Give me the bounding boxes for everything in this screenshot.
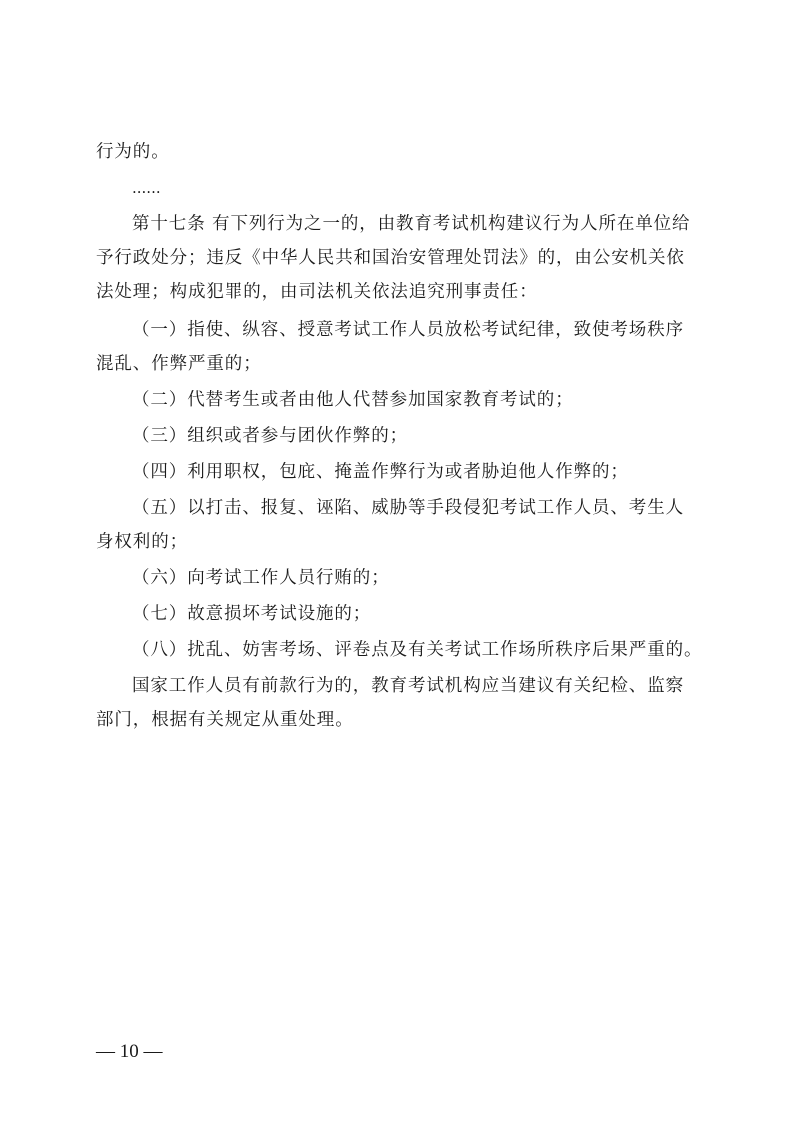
list-item-line: （七）故意损坏考试设施的；	[132, 604, 372, 624]
paragraph-line: 国家工作人员有前款行为的，教育考试机构应当建议有关纪检、监察	[132, 676, 684, 696]
list-item-line: （一）指使、纵容、授意考试工作人员放松考试纪律，致使考场秩序	[132, 320, 684, 340]
text-line: 身权利的；	[96, 532, 188, 552]
text-line: 部门，根据有关规定从重处理。	[96, 710, 354, 730]
text-line: 予行政处分；违反《中华人民共和国治安管理处罚法》的，由公安机关依	[96, 248, 685, 268]
list-item-line: （二）代替考生或者由他人代替参加国家教育考试的；	[132, 390, 574, 410]
page-number: — 10 —	[96, 1041, 163, 1062]
list-item-line: （六）向考试工作人员行贿的；	[132, 568, 390, 588]
list-item-line: （八）扰乱、妨害考场、评卷点及有关考试工作场所秩序后果严重的。	[132, 640, 703, 660]
list-item-line: （三）组织或者参与团伙作弊的；	[132, 426, 408, 446]
text-line: 法处理；构成犯罪的，由司法机关依法追究刑事责任：	[96, 282, 538, 302]
ellipsis-line: ......	[132, 179, 161, 197]
text-line: 行为的。	[96, 142, 170, 162]
list-item-line: （五）以打击、报复、诬陷、威胁等手段侵犯考试工作人员、考生人	[132, 498, 684, 518]
article-heading-line: 第十七条 有下列行为之一的，由教育考试机构建议行为人所在单位给	[132, 214, 691, 234]
text-line: 混乱、作弊严重的；	[96, 354, 262, 374]
list-item-line: （四）利用职权，包庇、掩盖作弊行为或者胁迫他人作弊的；	[132, 462, 629, 482]
